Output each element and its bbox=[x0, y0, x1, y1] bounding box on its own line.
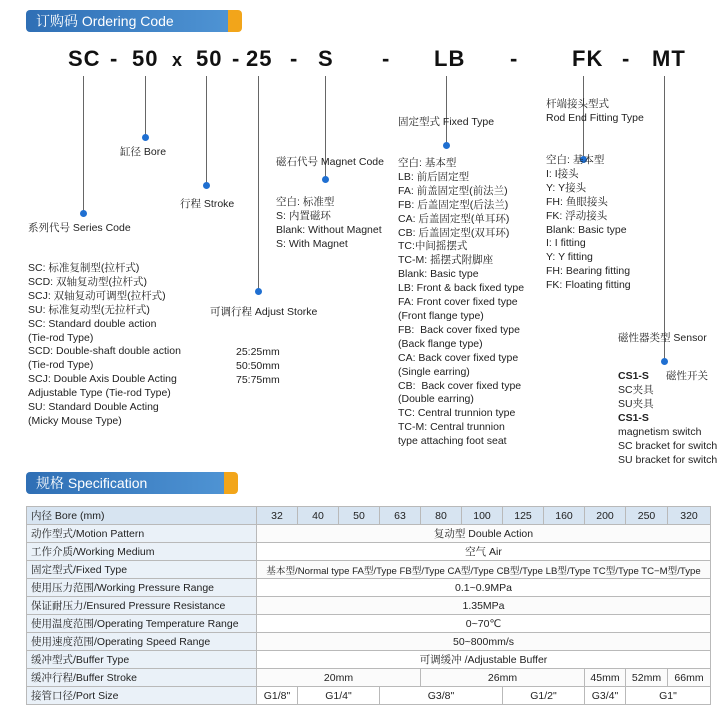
sensor-item-code: SC夹具 bbox=[618, 384, 654, 396]
series-code-line: (Tie-rod Type) bbox=[28, 359, 94, 372]
row-value: G1" bbox=[626, 687, 711, 705]
ordering-code-title: 订购码 Ordering Code bbox=[36, 13, 174, 29]
row-value: G1/2" bbox=[503, 687, 585, 705]
magnet-code-line: S: 内置磁环 bbox=[276, 209, 331, 222]
row-value: G1/4" bbox=[298, 687, 380, 705]
banner-accent bbox=[228, 10, 242, 32]
rod-end-line: 空白: 基本型 bbox=[546, 154, 605, 166]
series-code-line: SCD: Double-shaft double action bbox=[28, 345, 181, 358]
series-code-line: SCJ: Double Axis Double Acting bbox=[28, 373, 177, 386]
sensor-line: SU bracket for switch bbox=[618, 453, 718, 466]
bore-value: 80 bbox=[421, 507, 462, 525]
leader-line-fixed bbox=[446, 76, 447, 148]
bore-value: 125 bbox=[503, 507, 544, 525]
fixed-type-line: LB: Front & back fixed type bbox=[398, 282, 525, 295]
table-row bbox=[27, 597, 711, 615]
bore-value: 160 bbox=[544, 507, 585, 525]
magnet-lines bbox=[276, 196, 382, 252]
code-fixed: LB bbox=[434, 46, 466, 71]
bore-value: 320 bbox=[668, 507, 711, 525]
magnet-code-line: Blank: Without Magnet bbox=[276, 223, 382, 236]
row-value: G3/4" bbox=[585, 687, 626, 705]
table-row bbox=[27, 633, 711, 651]
leader-dot-fixed bbox=[443, 142, 450, 149]
table-row bbox=[27, 579, 711, 597]
fixed-type-line: CB: Back cover fixed type bbox=[398, 379, 522, 392]
series-code-line: SC: 标准复制型(拉杆式) bbox=[28, 262, 140, 274]
sensor-item-desc: 磁性开关 bbox=[666, 370, 708, 382]
row-value: 45mm bbox=[585, 669, 626, 687]
sensor-item-code: CS1-S bbox=[618, 370, 649, 382]
table-row bbox=[27, 687, 711, 705]
leader-dot-series bbox=[80, 210, 87, 217]
rod-end-line: FK: Floating fitting bbox=[546, 279, 631, 292]
rodend-lines bbox=[546, 154, 631, 293]
code-dash: - bbox=[510, 46, 519, 71]
adjust-title: 可调行程 Adjust Storke bbox=[210, 306, 318, 318]
sensor-item-code: SU夹具 bbox=[618, 398, 654, 410]
table-row bbox=[27, 561, 711, 579]
sensor-line: SC bracket for switch bbox=[618, 439, 718, 452]
magnet-code-line: S: With Magnet bbox=[276, 237, 348, 250]
ordering-code-banner bbox=[26, 10, 232, 32]
bore-value: 100 bbox=[462, 507, 503, 525]
adjust-stroke-line: 50:50mm bbox=[236, 359, 280, 372]
row-label: 缓冲型式/Buffer Type bbox=[27, 651, 257, 669]
series-lines bbox=[28, 262, 181, 429]
adjust-lines bbox=[236, 346, 280, 388]
sensor-lines bbox=[618, 426, 717, 468]
bore-value: 32 bbox=[257, 507, 298, 525]
series-code-line: SCJ: 双轴复动可调型(拉杆式) bbox=[28, 289, 166, 302]
adjust-stroke-line: 75:75mm bbox=[236, 373, 280, 386]
bore-value: 200 bbox=[585, 507, 626, 525]
rod-end-line: FK: 浮动接头 bbox=[546, 209, 608, 222]
fixed-type-line: type attaching foot seat bbox=[398, 435, 507, 448]
fixed-type-line: FB: 后盖固定型(后法兰) bbox=[398, 198, 509, 211]
rod-end-line: Y: Y fitting bbox=[546, 251, 593, 264]
specification-banner bbox=[26, 472, 228, 494]
series-code-line: (Tie-rod Type) bbox=[28, 331, 94, 344]
leader-line-sensor bbox=[664, 76, 665, 364]
fixed-type-line: (Double earring) bbox=[398, 393, 474, 406]
rod-end-line: FH: 鱼眼接头 bbox=[546, 195, 608, 208]
row-value: G1/8" bbox=[257, 687, 298, 705]
row-value: 0~70℃ bbox=[257, 615, 711, 633]
rod-end-line: I: I接头 bbox=[546, 167, 579, 180]
table-header-row bbox=[27, 507, 711, 525]
fixed-lines bbox=[398, 157, 524, 449]
code-sensor: MT bbox=[652, 46, 686, 71]
fixed-type-line: FA: Front cover fixed type bbox=[398, 296, 518, 309]
fixed-type-line: TC: Central trunnion type bbox=[398, 407, 516, 420]
rodend-title: 杆端接头型式 Rod End Fitting Type bbox=[546, 98, 644, 124]
row-value: 66mm bbox=[668, 669, 711, 687]
fixed-type-line: CA: 后盖固定型(单耳环) bbox=[398, 212, 510, 225]
leader-line-adjust bbox=[258, 76, 259, 294]
row-label: 动作型式/Motion Pattern bbox=[27, 525, 257, 543]
fixed-type-line: CA: Back cover fixed type bbox=[398, 351, 519, 364]
row-label: 缓冲行程/Buffer Stroke bbox=[27, 669, 257, 687]
spec-table bbox=[26, 506, 711, 705]
rod-end-line: FH: Bearing fitting bbox=[546, 265, 631, 278]
bore-value: 250 bbox=[626, 507, 668, 525]
leader-dot-magnet bbox=[322, 176, 329, 183]
fixed-type-line: TC:中间摇摆式 bbox=[398, 240, 468, 253]
row-value: 可调缓冲 /Adjustable Buffer bbox=[257, 651, 711, 669]
code-bore: 50 bbox=[132, 46, 159, 71]
code-series: SC bbox=[68, 46, 101, 71]
row-label: 使用温度范围/Operating Temperature Range bbox=[27, 615, 257, 633]
code-dash: - bbox=[382, 46, 391, 71]
series-code-line: (Micky Mouse Type) bbox=[28, 414, 122, 427]
row-value: 52mm bbox=[626, 669, 668, 687]
code-stroke: 50 bbox=[196, 46, 223, 71]
series-code-line: SC: Standard double action bbox=[28, 317, 157, 330]
specification-title: 规格 Specification bbox=[36, 475, 148, 491]
row-value: G3/8" bbox=[380, 687, 503, 705]
row-value: 0.1~0.9MPa bbox=[257, 579, 711, 597]
bore-header: 内径 Bore (mm) bbox=[27, 507, 257, 525]
series-code-line: SCD: 双轴复动型(拉杆式) bbox=[28, 275, 147, 288]
row-label: 使用速度范围/Operating Speed Range bbox=[27, 633, 257, 651]
code-rodend: FK bbox=[572, 46, 604, 71]
fixed-type-line: 空白: 基本型 bbox=[398, 157, 457, 169]
leader-dot-bore bbox=[142, 134, 149, 141]
code-dash: - bbox=[110, 46, 119, 71]
fixed-title: 固定型式 Fixed Type bbox=[398, 116, 495, 128]
fixed-type-line: FA: 前盖固定型(前法兰) bbox=[398, 184, 508, 197]
row-value: 1.35MPa bbox=[257, 597, 711, 615]
banner-accent bbox=[224, 472, 238, 494]
bore-value: 50 bbox=[339, 507, 380, 525]
code-dash: - bbox=[232, 46, 241, 71]
sensor-item-code: CS1-S bbox=[618, 412, 649, 424]
fixed-type-line: (Front flange type) bbox=[398, 309, 484, 322]
leader-line-series bbox=[83, 76, 84, 216]
row-label: 工作介质/Working Medium bbox=[27, 543, 257, 561]
row-value: 20mm bbox=[257, 669, 421, 687]
series-code-line: Adjustable Type (Tie-rod Type) bbox=[28, 387, 171, 400]
table-row bbox=[27, 651, 711, 669]
row-value: 空气 Air bbox=[257, 543, 711, 561]
code-dash: - bbox=[290, 46, 299, 71]
rod-end-line: I: I fitting bbox=[546, 237, 586, 250]
fixed-type-line: CB: 后盖固定型(双耳环) bbox=[398, 226, 510, 239]
row-value: 26mm bbox=[421, 669, 585, 687]
table-row bbox=[27, 669, 711, 687]
leader-dot-sensor bbox=[661, 358, 668, 365]
leader-line-bore bbox=[145, 76, 146, 140]
table-row bbox=[27, 615, 711, 633]
sensor-title: 磁性器类型 Sensor bbox=[618, 332, 707, 344]
row-value: 复动型 Double Action bbox=[257, 525, 711, 543]
series-code-line: SU: Standard Double Acting bbox=[28, 401, 159, 414]
fixed-type-line: (Back flange type) bbox=[398, 337, 483, 350]
code-dash: - bbox=[622, 46, 631, 71]
fixed-type-line: (Single earring) bbox=[398, 365, 470, 378]
fixed-type-line: FB: Back cover fixed type bbox=[398, 323, 520, 336]
code-adjust: 25 bbox=[246, 46, 273, 71]
series-title: 系列代号 Series Code bbox=[28, 222, 131, 234]
code-magnet: S bbox=[318, 46, 334, 71]
bore-value: 40 bbox=[298, 507, 339, 525]
row-label: 使用压力范围/Working Pressure Range bbox=[27, 579, 257, 597]
adjust-stroke-line: 25:25mm bbox=[236, 346, 280, 358]
leader-dot-stroke bbox=[203, 182, 210, 189]
series-code-line: SU: 标准复动型(无拉杆式) bbox=[28, 303, 150, 316]
fixed-type-line: TC-M: 摇摆式附脚座 bbox=[398, 254, 494, 267]
row-value: 50~800mm/s bbox=[257, 633, 711, 651]
row-value: 基本型/Normal type FA型/Type FB型/Type CA型/Type CB型/Type LB型/Type TC型/Type TC−M型/Type bbox=[257, 561, 711, 579]
sensor-line: magnetism switch bbox=[618, 426, 702, 438]
code-x: x bbox=[172, 50, 184, 70]
leader-line-stroke bbox=[206, 76, 207, 188]
fixed-type-line: LB: 前后固定型 bbox=[398, 170, 470, 183]
stroke-label: 行程 Stroke bbox=[180, 198, 235, 210]
magnet-code-line: 空白: 标准型 bbox=[276, 196, 335, 208]
table-row bbox=[27, 543, 711, 561]
rod-end-line: Y: Y接头 bbox=[546, 181, 587, 194]
bore-value: 63 bbox=[380, 507, 421, 525]
row-label: 接管口径/Port Size bbox=[27, 687, 257, 705]
magnet-title: 磁石代号 Magnet Code bbox=[276, 156, 384, 168]
fixed-type-line: Blank: Basic type bbox=[398, 268, 479, 281]
leader-dot-adjust bbox=[255, 288, 262, 295]
table-row bbox=[27, 525, 711, 543]
rod-end-line: Blank: Basic type bbox=[546, 223, 627, 236]
row-label: 固定型式/Fixed Type bbox=[27, 561, 257, 579]
row-label: 保证耐压力/Ensured Pressure Resistance bbox=[27, 597, 257, 615]
fixed-type-line: TC-M: Central trunnion bbox=[398, 421, 505, 434]
bore-label: 缸径 Bore bbox=[120, 146, 167, 158]
